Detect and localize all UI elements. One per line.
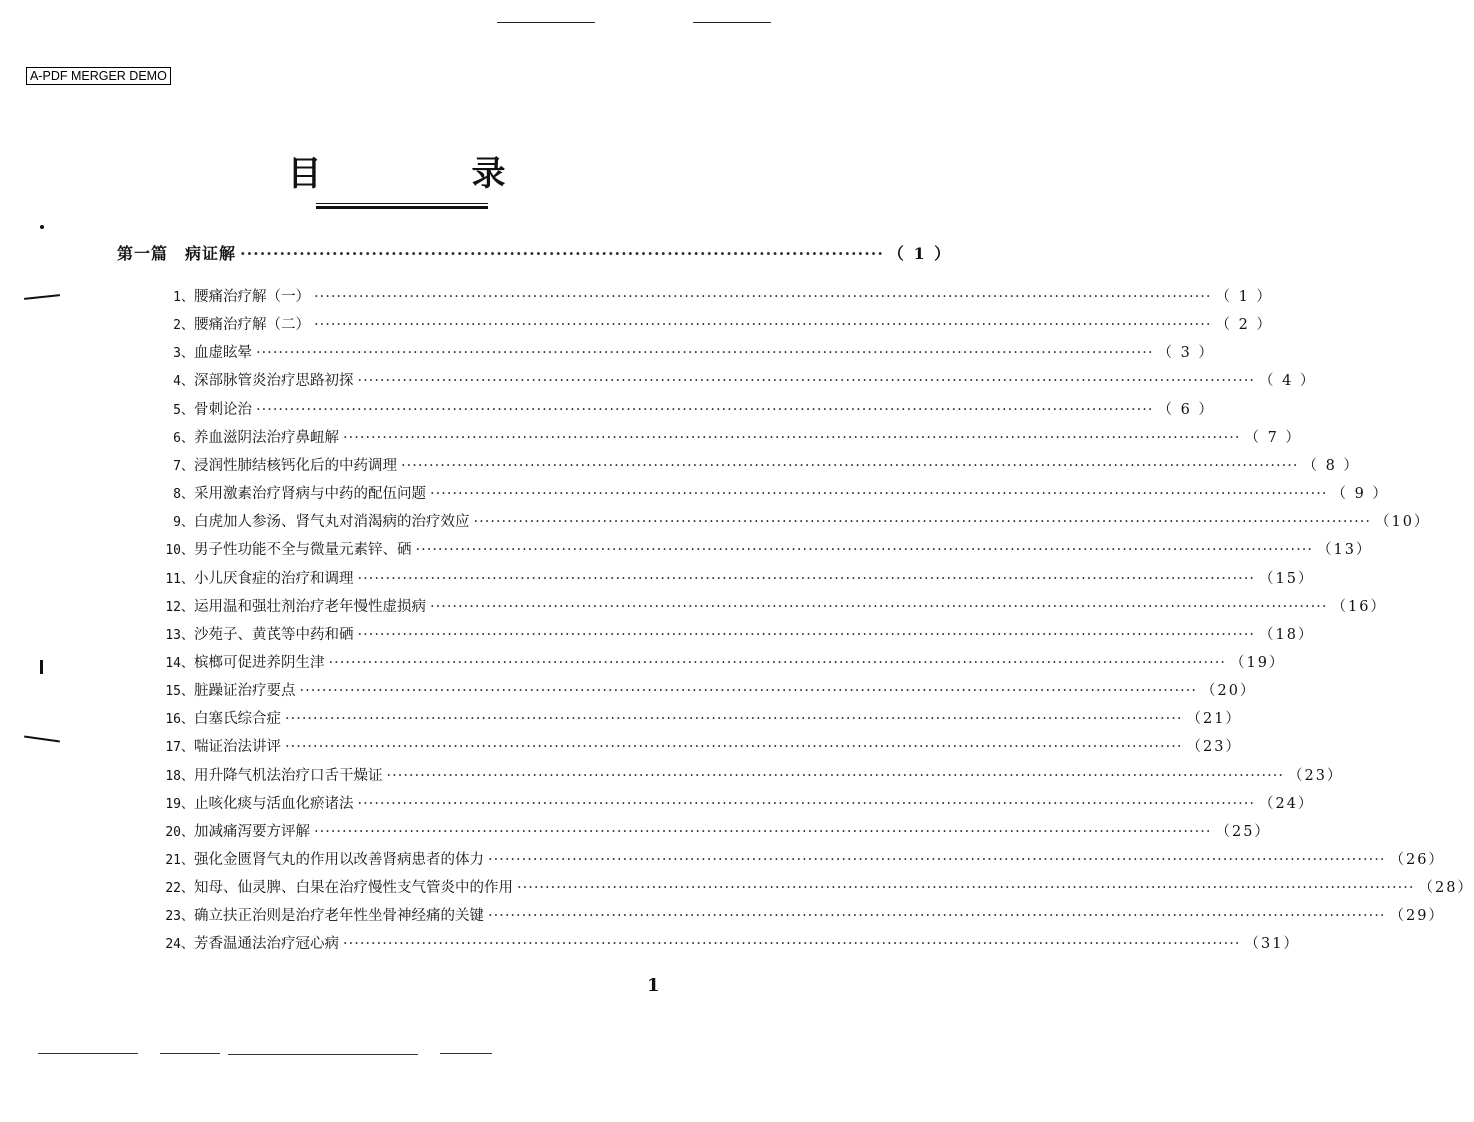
entry-page-ref: （29） xyxy=(1389,908,1445,925)
entry-title: 养血滋阴法治疗鼻衄解 xyxy=(194,429,339,446)
title-underline-thick xyxy=(316,206,488,209)
entry-page-ref: （23） xyxy=(1287,767,1344,784)
entry-label xyxy=(152,932,339,953)
entry-number: 16、 xyxy=(165,712,194,728)
entry-page-ref: （24） xyxy=(1258,795,1315,812)
toc-entry[interactable] xyxy=(152,341,1215,362)
dot-leader: ································································································································································ xyxy=(256,401,1154,418)
entry-label xyxy=(152,904,484,925)
entry-page-ref: （20） xyxy=(1200,683,1257,700)
entry-title: 浸润性肺结核钙化后的中药调理 xyxy=(194,457,397,474)
entry-label xyxy=(152,707,281,728)
scan-mark xyxy=(38,1053,138,1054)
dot-leader: ································································································································································ xyxy=(488,908,1386,925)
entry-label xyxy=(152,595,426,616)
entry-label xyxy=(152,735,281,756)
entry-page-ref: （10） xyxy=(1374,514,1431,531)
dot-leader: ································································································································································ xyxy=(357,795,1255,812)
entry-title: 运用温和强壮剂治疗老年慢性虚损病 xyxy=(194,598,426,615)
part-label: 第一篇 病证解 xyxy=(117,244,237,263)
toc-entry[interactable] xyxy=(152,426,1302,447)
entry-number: 6、 xyxy=(173,430,194,446)
entry-page-ref: （18） xyxy=(1258,626,1315,643)
entry-page-ref: （ 2 ） xyxy=(1215,317,1273,334)
toc-entry[interactable] xyxy=(152,904,1445,925)
dot-leader: ································································································································································ xyxy=(401,457,1299,474)
entry-page-ref: （16） xyxy=(1331,598,1387,615)
part-page-ref: （ 1 ） xyxy=(887,244,953,263)
scan-mark xyxy=(24,736,60,743)
entry-title: 腰痛治疗解（二） xyxy=(194,317,310,334)
entry-label xyxy=(152,510,470,531)
dot-leader: ································································································································································ xyxy=(357,373,1255,390)
dot-leader: ································································································································································ xyxy=(314,823,1212,840)
dot-leader: ································································································································································ xyxy=(299,683,1197,700)
entry-title: 骨刺论治 xyxy=(194,401,252,418)
scan-mark xyxy=(24,294,60,300)
entry-page-ref: （ 6 ） xyxy=(1157,401,1215,418)
toc-entry[interactable] xyxy=(152,369,1317,390)
toc-entry[interactable] xyxy=(152,623,1315,644)
entry-page-ref: （31） xyxy=(1244,936,1300,953)
scan-mark xyxy=(440,1053,492,1054)
entry-title: 用升降气机法治疗口舌干燥证 xyxy=(194,767,383,784)
entry-page-ref: （ 9 ） xyxy=(1331,486,1389,503)
dot-leader: ································································································································································ xyxy=(285,711,1183,728)
toc-entry[interactable] xyxy=(152,510,1431,531)
entry-label xyxy=(152,341,252,362)
entry-title: 采用激素治疗肾病与中药的配伍问题 xyxy=(194,486,426,503)
entry-label xyxy=(152,820,310,841)
entry-number: 13、 xyxy=(165,627,194,643)
dot-leader: ································································································································································ xyxy=(415,542,1313,559)
entry-title: 加减痛泻要方评解 xyxy=(194,823,310,840)
dot-leader: ································································································································································ xyxy=(386,767,1284,784)
entry-title: 芳香温通法治疗冠心病 xyxy=(194,936,339,953)
entry-title: 喘证治法讲评 xyxy=(194,739,281,756)
entry-number: 8、 xyxy=(173,487,194,503)
entry-title: 槟榔可促进养阴生津 xyxy=(194,654,325,671)
dot-leader: ································································································································································ xyxy=(314,317,1212,334)
toc-entry[interactable] xyxy=(152,764,1344,785)
dot-leader: ································································································································································ xyxy=(473,514,1371,531)
entry-title: 沙苑子、黄芪等中药和硒 xyxy=(194,626,354,643)
entry-title: 小儿厌食症的治疗和调理 xyxy=(194,570,354,587)
entry-title: 深部脉管炎治疗思路初探 xyxy=(194,373,354,390)
entry-label xyxy=(152,285,310,306)
dot-leader: ································································································································································ xyxy=(357,626,1255,643)
scan-mark xyxy=(40,660,43,674)
entry-title: 确立扶正治则是治疗老年性坐骨神经痛的关键 xyxy=(194,908,484,925)
scan-mark xyxy=(40,225,44,229)
entry-page-ref: （21） xyxy=(1186,711,1242,728)
toc-entry[interactable] xyxy=(152,482,1389,503)
entry-title: 血虚眩晕 xyxy=(194,345,252,362)
entry-page-ref: （ 7 ） xyxy=(1244,429,1302,446)
entry-number: 9、 xyxy=(173,515,194,531)
dot-leader: ································································································································································ xyxy=(430,486,1328,503)
top-rule-right xyxy=(693,22,771,23)
scan-mark xyxy=(228,1054,418,1055)
entry-label xyxy=(152,876,513,897)
entry-page-ref: （19） xyxy=(1229,654,1286,671)
entry-label xyxy=(152,426,339,447)
entry-number: 17、 xyxy=(165,740,194,756)
dot-leader: ································································································································································ xyxy=(357,570,1255,587)
entry-number: 19、 xyxy=(165,796,194,812)
entry-title: 腰痛治疗解（一） xyxy=(194,289,310,305)
toc-entry[interactable] xyxy=(152,285,1273,306)
entry-title: 白塞氏综合症 xyxy=(194,711,281,728)
toc-entry[interactable] xyxy=(152,679,1257,700)
entry-label xyxy=(152,623,354,644)
entry-page-ref: （25） xyxy=(1215,823,1271,840)
entry-label xyxy=(152,538,412,559)
entry-number: 22、 xyxy=(165,881,194,897)
entry-page-ref: （ 4 ） xyxy=(1258,373,1317,390)
entry-page-ref: （26） xyxy=(1389,852,1445,868)
dot-leader: ·································································································· xyxy=(240,244,884,263)
scan-mark xyxy=(160,1053,220,1054)
entry-number: 15、 xyxy=(165,684,194,700)
toc-entry[interactable] xyxy=(152,932,1300,953)
entry-page-ref: （28） xyxy=(1418,880,1474,897)
dot-leader: ································································································································································ xyxy=(285,739,1183,756)
toc-entry[interactable] xyxy=(152,454,1360,475)
entry-number: 5、 xyxy=(173,402,194,418)
entry-number: 23、 xyxy=(165,909,194,925)
dot-leader: ································································································································································ xyxy=(517,880,1415,897)
entry-title: 脏躁证治疗要点 xyxy=(194,683,296,700)
entry-title: 止咳化痰与活血化瘀诸法 xyxy=(194,795,354,812)
entry-number: 1、 xyxy=(173,290,194,305)
entry-number: 14、 xyxy=(165,655,194,671)
toc-entry[interactable] xyxy=(152,313,1273,334)
toc-entry[interactable] xyxy=(152,820,1271,841)
toc-entry[interactable] xyxy=(152,792,1315,813)
page-number: 1 xyxy=(647,975,660,996)
entry-number: 7、 xyxy=(173,458,194,474)
entry-page-ref: （ 8 ） xyxy=(1302,457,1360,474)
entry-number: 11、 xyxy=(165,571,194,587)
entry-number: 20、 xyxy=(165,824,194,840)
toc-entry[interactable] xyxy=(152,876,1474,897)
entry-page-ref: （15） xyxy=(1258,570,1315,587)
dot-leader: ································································································································································ xyxy=(488,852,1386,868)
entry-label xyxy=(152,369,354,390)
entry-label xyxy=(152,679,296,700)
toc-entry[interactable] xyxy=(152,538,1373,559)
dot-leader: ································································································································································ xyxy=(430,598,1328,615)
entry-title: 强化金匮肾气丸的作用以改善肾病患者的体力 xyxy=(194,852,484,868)
entry-number: 18、 xyxy=(165,768,194,784)
entry-title: 知母、仙灵脾、白果在治疗慢性支气管炎中的作用 xyxy=(194,880,513,897)
entry-number: 24、 xyxy=(165,937,194,953)
toc-entry[interactable] xyxy=(152,707,1242,728)
toc-entry[interactable] xyxy=(152,567,1315,588)
entry-title: 白虎加人参汤、肾气丸对消渴病的治疗效应 xyxy=(194,514,470,531)
toc-entry[interactable] xyxy=(152,848,1445,869)
entry-label xyxy=(152,567,354,588)
entry-label xyxy=(152,651,325,672)
entry-number: 3、 xyxy=(173,346,194,362)
entry-label xyxy=(152,313,310,334)
entry-page-ref: （ 1 ） xyxy=(1215,289,1273,305)
entry-label xyxy=(152,848,484,869)
page-title: 目 录 xyxy=(287,154,564,194)
entry-label xyxy=(152,764,383,785)
dot-leader: ································································································································································ xyxy=(314,289,1212,305)
entry-number: 21、 xyxy=(165,853,194,868)
dot-leader: ································································································································································ xyxy=(343,429,1241,446)
toc-entry[interactable] xyxy=(152,398,1215,419)
entry-number: 4、 xyxy=(173,374,194,390)
entry-label xyxy=(152,454,397,475)
watermark-label: A-PDF MERGER DEMO xyxy=(26,67,171,85)
dot-leader: ································································································································································ xyxy=(328,654,1226,671)
toc-entry[interactable] xyxy=(152,595,1387,616)
entry-title: 男子性功能不全与微量元素锌、硒 xyxy=(194,542,412,559)
dot-leader: ································································································································································ xyxy=(256,345,1154,362)
entry-label xyxy=(152,398,252,419)
entry-number: 2、 xyxy=(173,318,194,334)
dot-leader: ································································································································································ xyxy=(343,936,1241,953)
title-underline-thin xyxy=(316,203,488,204)
entry-number: 12、 xyxy=(165,599,194,615)
entry-label xyxy=(152,792,354,813)
entry-number: 10、 xyxy=(165,543,194,559)
entry-page-ref: （13） xyxy=(1316,542,1373,559)
entry-label xyxy=(152,482,426,503)
toc-entry[interactable] xyxy=(152,735,1242,756)
top-rule-left xyxy=(497,22,595,23)
entry-page-ref: （23） xyxy=(1186,739,1242,756)
toc-entry[interactable] xyxy=(152,651,1286,672)
toc-part-heading[interactable] xyxy=(117,241,953,264)
entry-page-ref: （ 3 ） xyxy=(1157,345,1215,362)
